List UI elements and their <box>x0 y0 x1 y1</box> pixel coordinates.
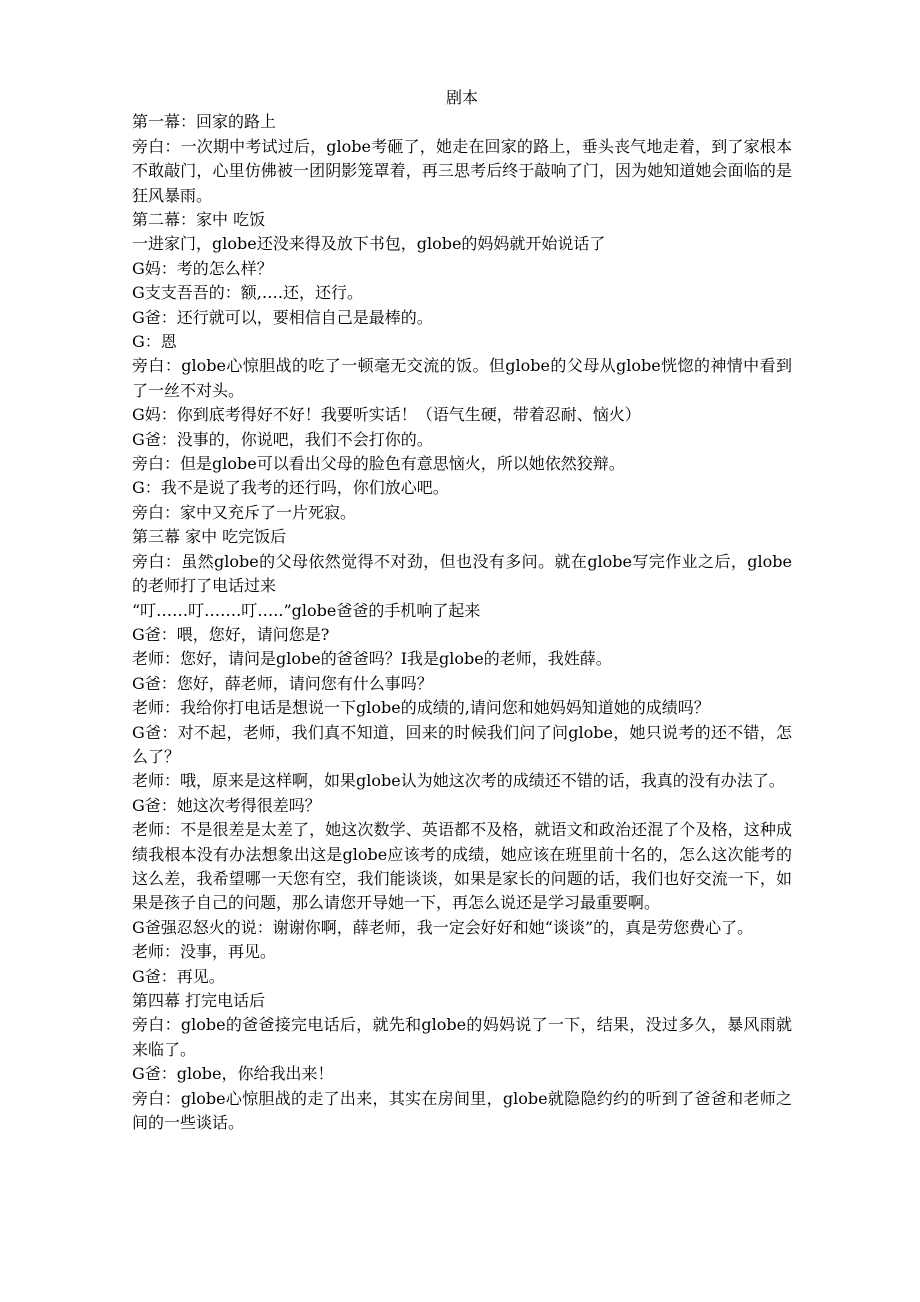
narration-paragraph: 旁白：虽然globe的父母依然觉得不对劲，但也没有多问。就在globe写完作业之后，globe的老师打了电话过来 <box>132 551 792 596</box>
narration-paragraph: 旁白：一次期中考试过后，globe考砸了，她走在回家的路上，垂头丧气地走着，到了家根本不敢敲门，心里仿佛被一团阴影笼罩着，再三思考后终于敲响了门，因为她知道她会面临的是狂风暴雨。 <box>132 136 792 205</box>
document-page <box>132 86 792 1135</box>
dialogue-line: G爸：她这次考得很差吗？ <box>132 795 321 815</box>
narration-paragraph: 旁白：globe心惊胆战的吃了一顿毫无交流的饭。但globe的父母从globe恍惚的神情中看到了一丝不对头。 <box>132 356 792 400</box>
dialogue-line: G支支吾吾的：额,….还，还行。 <box>132 283 363 303</box>
dialogue-line: G爸：对不起，老师，我们真不知道，回来的时候我们问了问globe，她只说考的还不错，怎么了？ <box>132 722 792 766</box>
narration-paragraph: 旁白：家中又充斥了一片死寂。 <box>132 502 357 522</box>
dialogue-line: G爸：没事的，你说吧，我们不会打你的。 <box>132 429 433 449</box>
dialogue-line: G爸强忍怒火的说：谢谢你啊，薛老师，我一定会好好和她“谈谈”的，真是劳您费心了。 <box>132 917 754 937</box>
scene-heading-4: 第四幕 打完电话后 <box>132 991 266 1011</box>
narration-paragraph: 一进家门，globe还没来得及放下书包，globe的妈妈就开始说话了 <box>132 234 606 254</box>
dialogue-line: G妈：考的怎么样？ <box>132 258 273 278</box>
dialogue-line: 老师：不是很差是太差了，她这次数学、英语都不及格，就语文和政治还混了个及格，这种成绩我根本没有办法想象出这是globe应该考的成绩，她应该在班里前十名的，怎么这次能考的这么差，我希望哪一天您有空，我们能谈谈，如果是家长的问题的话，我们也好交流一下，如果是孩子自己的问题，那么请您开导她一下，再怎么说还是学习最重要啊。 <box>132 820 792 913</box>
narration-paragraph: 旁白：但是globe可以看出父母的脸色有意思恼火，所以她依然狡辩。 <box>132 454 625 474</box>
dialogue-line: 老师：我给你打电话是想说一下globe的成绩的,请问您和她妈妈知道她的成绩吗？ <box>132 698 710 718</box>
dialogue-line: 老师：哦，原来是这样啊，如果globe认为她这次考的成绩还不错的话，我真的没有办法了。 <box>132 771 785 791</box>
narration-paragraph: 旁白：globe的爸爸接完电话后，就先和globe的妈妈说了一下，结果，没过多久，暴风雨就来临了。 <box>132 1015 792 1059</box>
dialogue-line: G爸：再见。 <box>132 966 225 986</box>
dialogue-line: G爸：您好，薛老师，请问您有什么事吗？ <box>132 673 433 693</box>
scene-heading-1: 第一幕：回家的路上 <box>132 112 277 132</box>
sound-effect-line: “叮……叮…….叮…..”globe爸爸的手机响了起来 <box>132 600 481 620</box>
scene-heading-3: 第三幕 家中 吃完饭后 <box>132 527 287 547</box>
dialogue-line: G：恩 <box>132 332 177 352</box>
dialogue-line: G妈：你到底考得好不好！我要听实话！（语气生硬，带着忍耐、恼火） <box>132 405 641 425</box>
dialogue-line: G：我不是说了我考的还行吗，你们放心吧。 <box>132 478 449 498</box>
dialogue-line: G爸：还行就可以，要相信自己是最棒的。 <box>132 307 433 327</box>
dialogue-line: 老师：您好，请问是globe的爸爸吗？I我是globe的老师，我姓薛。 <box>132 649 612 669</box>
document-title: 剧本 <box>445 88 478 107</box>
scene-heading-2: 第二幕：家中 吃饭 <box>132 210 266 230</box>
dialogue-line: G爸：globe，你给我出来！ <box>132 1064 334 1084</box>
narration-paragraph: 旁白：globe心惊胆战的走了出来，其实在房间里，globe就隐隐约约的听到了爸爸和老师之间的一些谈话。 <box>132 1088 792 1133</box>
dialogue-line: G爸：喂，您好，请问您是? <box>132 624 330 644</box>
dialogue-line: 老师：没事，再见。 <box>132 942 277 962</box>
